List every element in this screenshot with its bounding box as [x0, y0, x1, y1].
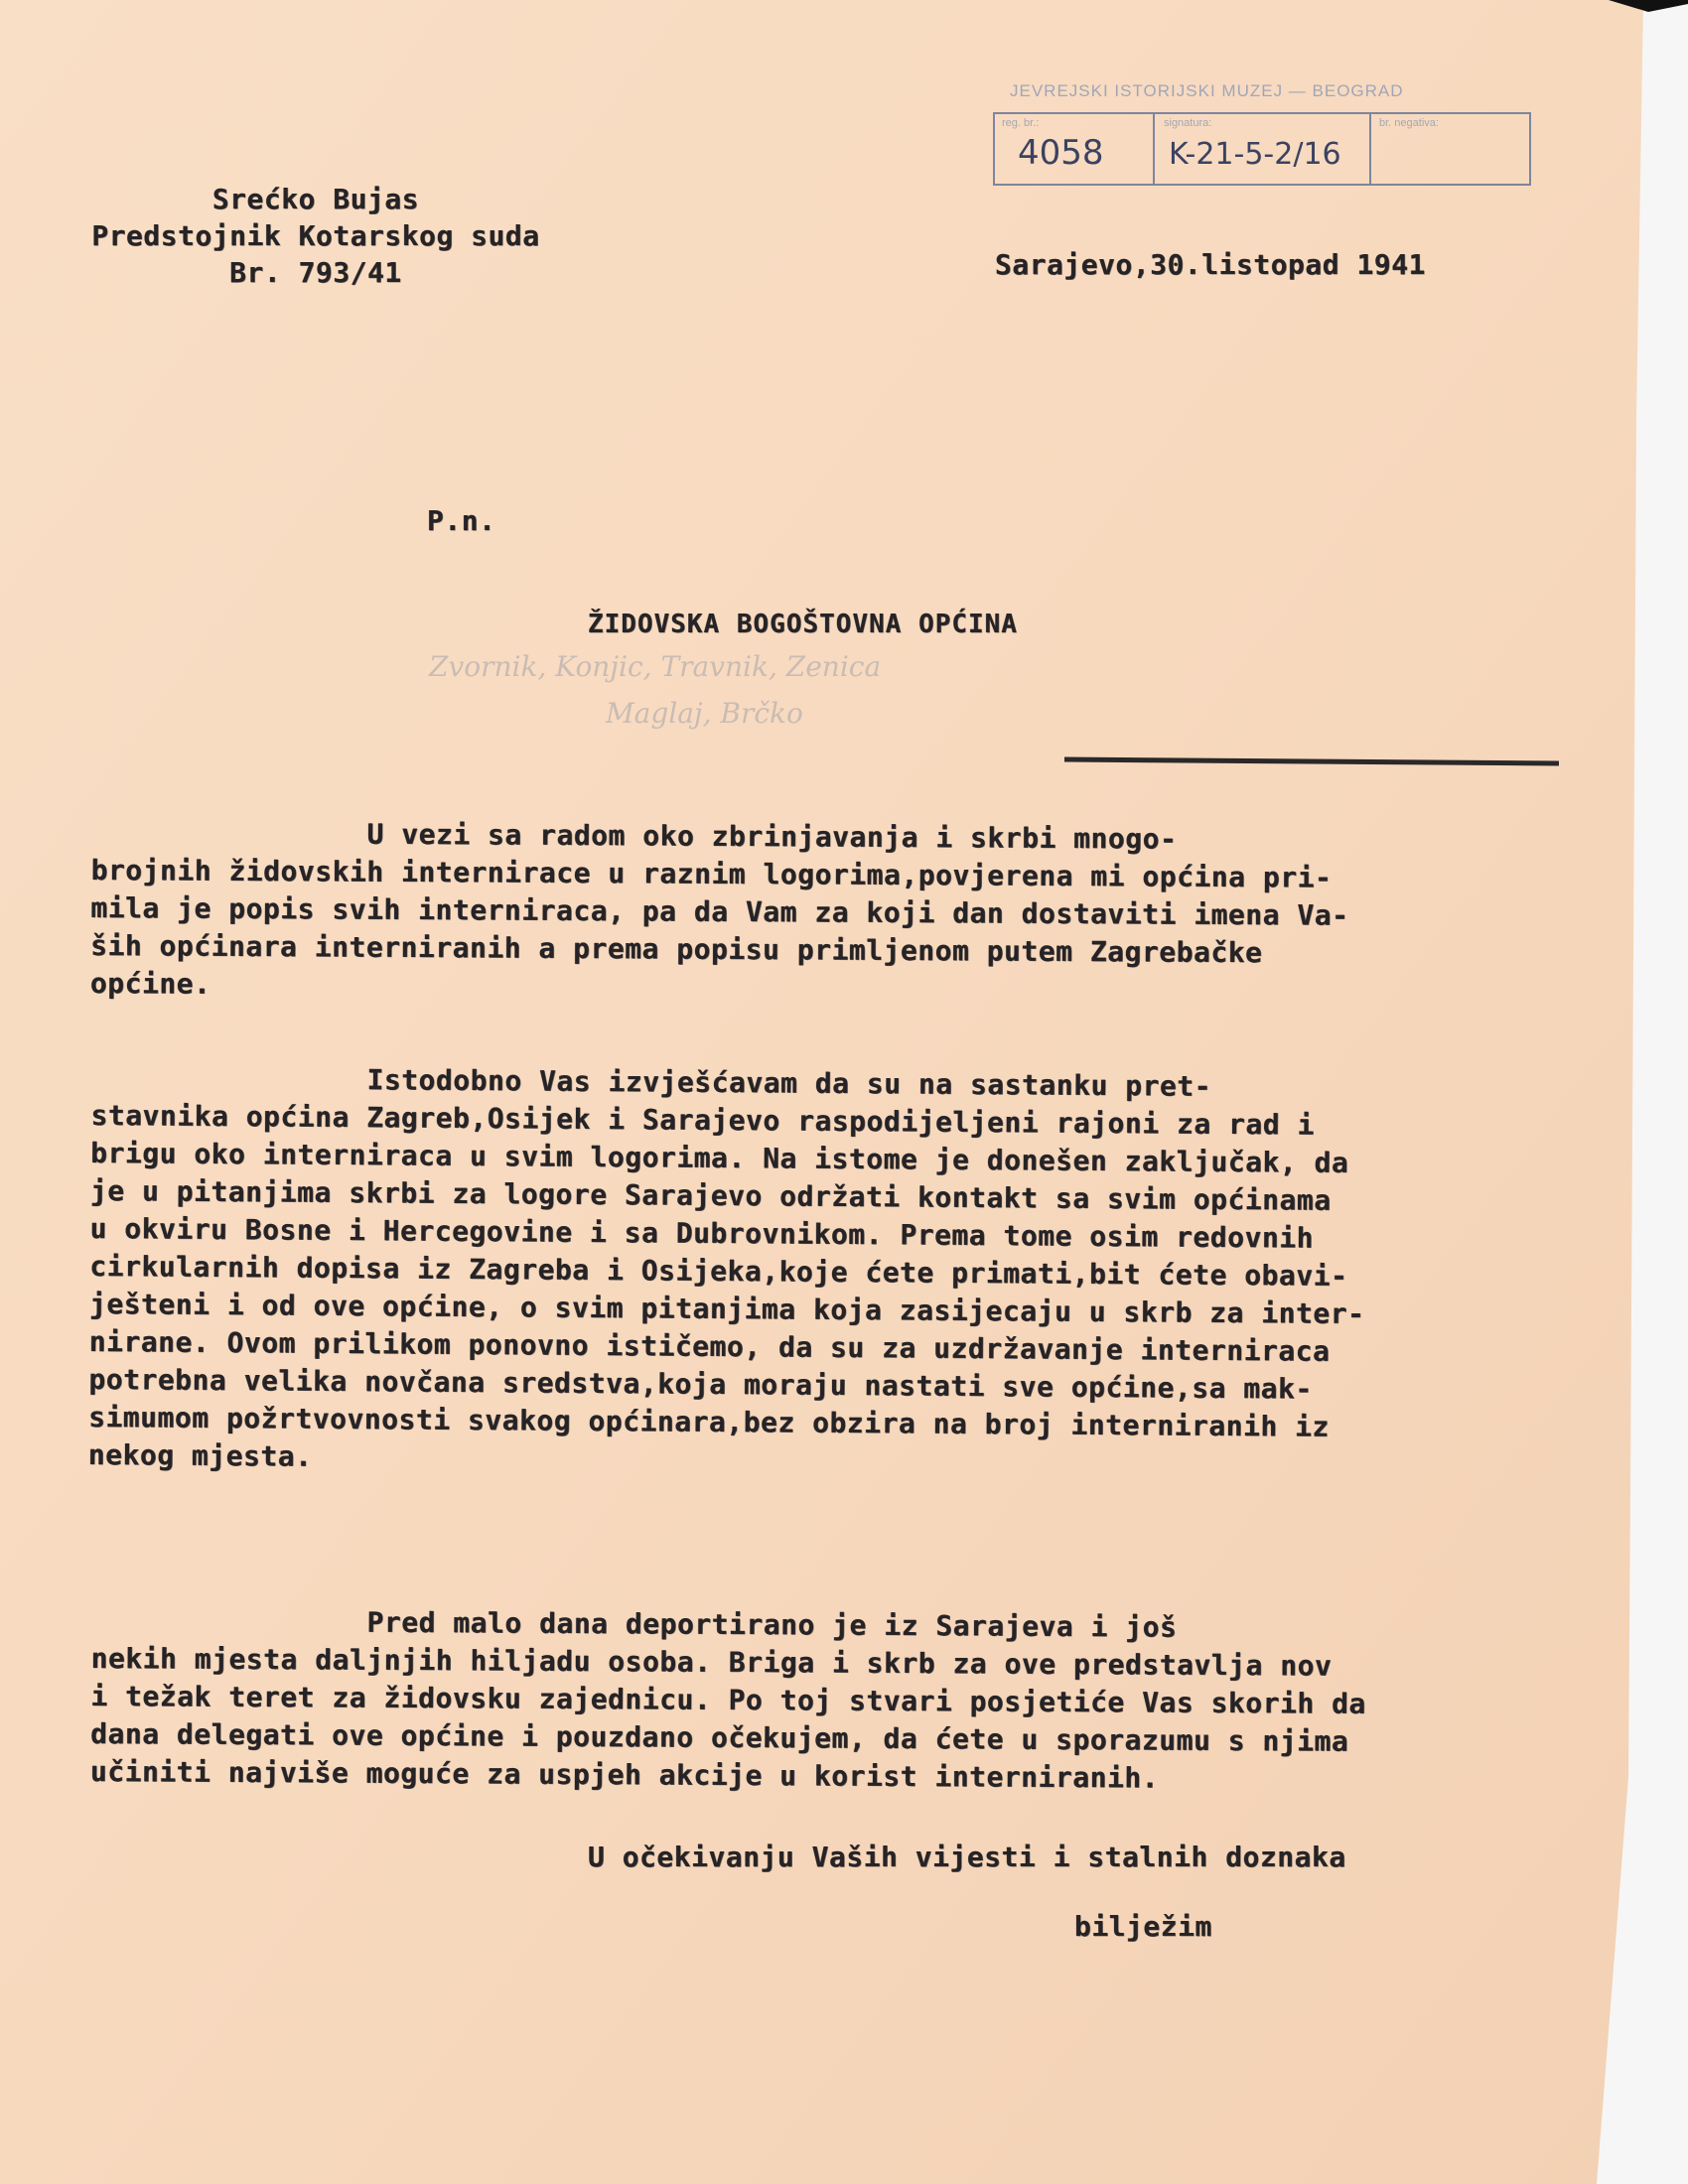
stamp-label-signatura: signatura: — [1164, 117, 1212, 129]
paragraph-line: općine. — [89, 966, 211, 1001]
paragraph-line: Pred malo dana deportirano je iz Sarajeva i još — [90, 1604, 1178, 1644]
sender-block — [48, 181, 584, 291]
salutation: P.n. — [427, 504, 496, 537]
pencil-annotation-line-2: Maglaj, Brčko — [606, 697, 803, 730]
paragraph-line: simumom požrtvovnosti svakog općinara,bez obzira na broj interniranih iz — [88, 1400, 1330, 1443]
paragraph-1 — [90, 814, 1349, 1011]
stamp-label-reg: reg. br.: — [1002, 117, 1040, 129]
paragraph-line: U vezi sa radom oko zbrinjavanja i skrbi mnogo- — [90, 815, 1178, 856]
paragraph-3 — [90, 1602, 1367, 1799]
addressee-heading: ŽIDOVSKA BOGOŠTOVNA OPĆINA — [588, 610, 1018, 639]
stamp-label-negativ: br. negativa: — [1379, 117, 1439, 129]
paragraph-2 — [88, 1059, 1367, 1484]
paragraph-line: ješteni i od ove općine, o svim pitanjima koja zasijecaju u skrb za inter- — [88, 1287, 1365, 1331]
stamp-reg-number: 4058 — [1018, 133, 1104, 173]
paragraph-line: Istodobno Vas izvješćavam da su na sastanku pret- — [90, 1060, 1212, 1103]
paragraph-line: stavnika općina Zagreb,Osijek i Sarajevo raspodijeljeni rajoni za rad i — [90, 1098, 1316, 1142]
reference-number: Br. 793/41 — [229, 256, 402, 289]
paragraph-line: brigu oko interniraca u svim logorima. Na istome je donešen zaključak, da — [90, 1136, 1349, 1179]
paragraph-line: ših općinara interniranih a prema popisu primljenom putem Zagrebačke — [90, 928, 1263, 970]
stamp-signatura-value: K-21-5-2/16 — [1169, 137, 1341, 172]
sender-name: Srećko Bujas — [211, 183, 420, 215]
paragraph-line: mila je popis svih interniraca, pa da Vam za koji dan dostaviti imena Va- — [90, 890, 1349, 932]
stamp-title: JEVREJSKI ISTORIJSKI MUZEJ — BEOGRAD — [1010, 81, 1404, 100]
paragraph-line: nekih mjesta daljnjih hiljadu osoba. Briga i skrb za ove predstavlja nov — [90, 1641, 1333, 1683]
paragraph-line: učiniti najviše moguće za uspjeh akcije u korist interniranih. — [89, 1754, 1160, 1795]
paragraph-line: je u pitanjima skrbi za logore Sarajevo održati kontakt sa svim općinama — [89, 1173, 1332, 1217]
pencil-annotation-line-1: Zvornik, Konjic, Travnik, Zenica — [429, 650, 882, 683]
paragraph-line: i težak teret za židovsku zajednicu. Po toj stvari posjetiće Vas skorih da — [90, 1679, 1366, 1720]
signature-line: bilježim — [1074, 1910, 1212, 1943]
date-line: Sarajevo,30.listopad 1941 — [995, 248, 1426, 281]
sender-title: Predstojnik Kotarskog suda — [91, 219, 540, 252]
paragraph-line: potrebna velika novčana sredstva,koja moraju nastati sve općine,sa mak- — [88, 1362, 1313, 1406]
paragraph-line: nekog mjesta. — [87, 1437, 313, 1473]
closing-line: U očekivanju Vaših vijesti i stalnih doznaka — [588, 1841, 1346, 1873]
paragraph-line: cirkularnih dopisa iz Zagreba i Osijeka,koje ćete primati,bit ćete obavi- — [89, 1249, 1348, 1293]
paragraph-line: dana delegati ove općine i pouzdano očekujem, da ćete u sporazumu s njima — [90, 1716, 1349, 1758]
paragraph-line: u okviru Bosne i Hercegovine i sa Dubrovnikom. Prema tome osim redovnih — [89, 1211, 1315, 1255]
paragraph-line: nirane. Ovom prilikom ponovno ističemo, da su za uzdržavanje interniraca — [88, 1324, 1331, 1368]
paragraph-line: brojnih židovskih internirace u raznim logorima,povjerena mi općina pri- — [90, 853, 1333, 894]
